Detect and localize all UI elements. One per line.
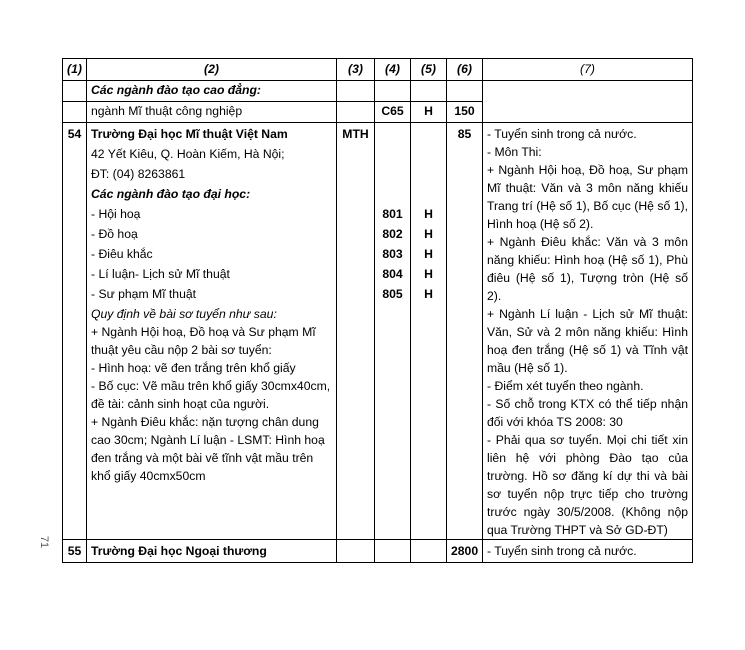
rules-heading: Quy định về bài sơ tuyển như sau:: [91, 307, 277, 321]
major-block: H: [424, 267, 433, 281]
major-code: 804: [382, 267, 403, 281]
note-item: + Ngành Lí luận - Lịch sử Mĩ thuật: Văn, Sử và 2 môn năng khiếu: Hình hoạ đen trắng (Hệ số 1) và Tĩnh vật mầu (Hệ số 1).: [487, 307, 688, 375]
major-block: H: [424, 287, 433, 301]
rule-item: + Ngành Điêu khắc: nặn tượng chân dung cao 30cm; Ngành Lí luận - LSMT: Hình hoạ đen trắng và một bài vẽ tĩnh vật mầu trên khổ giấy 40cmx50cm: [91, 415, 325, 483]
major-name: - Sư phạm Mĩ thuật: [91, 287, 197, 301]
rule-item: - Bố cục: Vẽ mầu trên khổ giấy 30cmx40cm, đề tài: cảnh sinh hoạt của người.: [91, 379, 331, 411]
major-name: ngành Mĩ thuật công nghiệp: [87, 102, 337, 123]
header-row: [63, 59, 693, 81]
major-name: - Điêu khắc: [91, 247, 153, 261]
note-item: + Ngành Hội hoạ, Đồ hoạ, Sư phạm Mĩ thuật: Văn và 3 môn năng khiếu Trang trí (Hệ số 1), Bố cục (Hệ số 1), Hình hoạ (Hệ số 2).: [487, 163, 688, 231]
school-name: Trường Đại học Mĩ thuật Việt Nam: [91, 127, 288, 141]
major-block: H: [424, 247, 433, 261]
major-name: - Hội hoạ: [91, 207, 141, 221]
note-item: - Phải qua sơ tuyển. Mọi chi tiết xin liên hệ với phòng Đào tạo của trường. Hồ sơ đăng kí dự thi và bài sơ tuyển nộp trực tiếp cho trường trước ngày 30/5/2008. (Không nộp qua Trường THPT và Sở GD-ĐT): [487, 433, 688, 537]
header-col-5: (5): [411, 59, 447, 81]
school-phone: ĐT: (04) 8263861: [91, 167, 186, 181]
school-number: 55: [63, 540, 87, 563]
school-54-notes: [483, 123, 693, 540]
major-code: 801: [382, 207, 403, 221]
school-54-row: [63, 123, 693, 540]
major-code: 805: [382, 287, 403, 301]
page-number: 71: [38, 535, 51, 549]
school-name: Trường Đại học Ngoại thương: [87, 540, 337, 563]
college-programs-heading: Các ngành đào tạo cao đẳng:: [87, 81, 337, 102]
major-codes: [375, 123, 411, 540]
school-quota: 2800: [447, 540, 483, 563]
rule-item: - Hình hoạ: vẽ đen trắng trên khổ giấy: [91, 361, 296, 375]
admissions-table: [62, 58, 693, 563]
rule-item: + Ngành Hội hoạ, Đồ hoạ và Sư phạm Mĩ thuật yêu cầu nộp 2 bài sơ tuyển:: [91, 325, 316, 357]
school-55-row: [63, 540, 693, 563]
header-col-1: (1): [63, 59, 87, 81]
note-item: - Tuyển sinh trong cả nước.: [483, 540, 693, 563]
note-item: + Ngành Điêu khắc: Văn và 3 môn năng khiếu: Hình hoạ (Hệ số 1), Phù điêu (Hệ số 1), Tượng tròn (Hệ số 2).: [487, 235, 688, 303]
major-name: - Đồ hoạ: [91, 227, 138, 241]
major-code: C65: [375, 102, 411, 123]
school-54-details: [87, 123, 337, 540]
note-item: - Môn Thi:: [487, 145, 542, 159]
school-address: 42 Yết Kiêu, Q. Hoàn Kiếm, Hà Nội;: [91, 147, 285, 161]
header-col-4: (4): [375, 59, 411, 81]
major-quota: 150: [447, 102, 483, 123]
header-col-6: (6): [447, 59, 483, 81]
note-item: - Tuyển sinh trong cả nước.: [487, 127, 637, 141]
school-code: MTH: [337, 123, 375, 540]
major-code: 802: [382, 227, 403, 241]
header-col-7: (7): [483, 59, 693, 81]
school-number: 54: [63, 123, 87, 540]
header-col-2: (2): [87, 59, 337, 81]
school-quota: 85: [447, 123, 483, 540]
header-col-3: (3): [337, 59, 375, 81]
note-item: - Số chỗ trong KTX có thể tiếp nhận đối với khóa TS 2008: 30: [487, 397, 688, 429]
major-block: H: [424, 207, 433, 221]
note-item: - Điểm xét tuyển theo ngành.: [487, 379, 644, 393]
major-block: H: [411, 102, 447, 123]
major-block: H: [424, 227, 433, 241]
prev-subheading-row: [63, 81, 693, 102]
major-code: 803: [382, 247, 403, 261]
university-programs-heading: Các ngành đào tạo đại học:: [91, 187, 251, 201]
major-name: - Lí luận- Lịch sử Mĩ thuật: [91, 267, 230, 281]
major-blocks: [411, 123, 447, 540]
